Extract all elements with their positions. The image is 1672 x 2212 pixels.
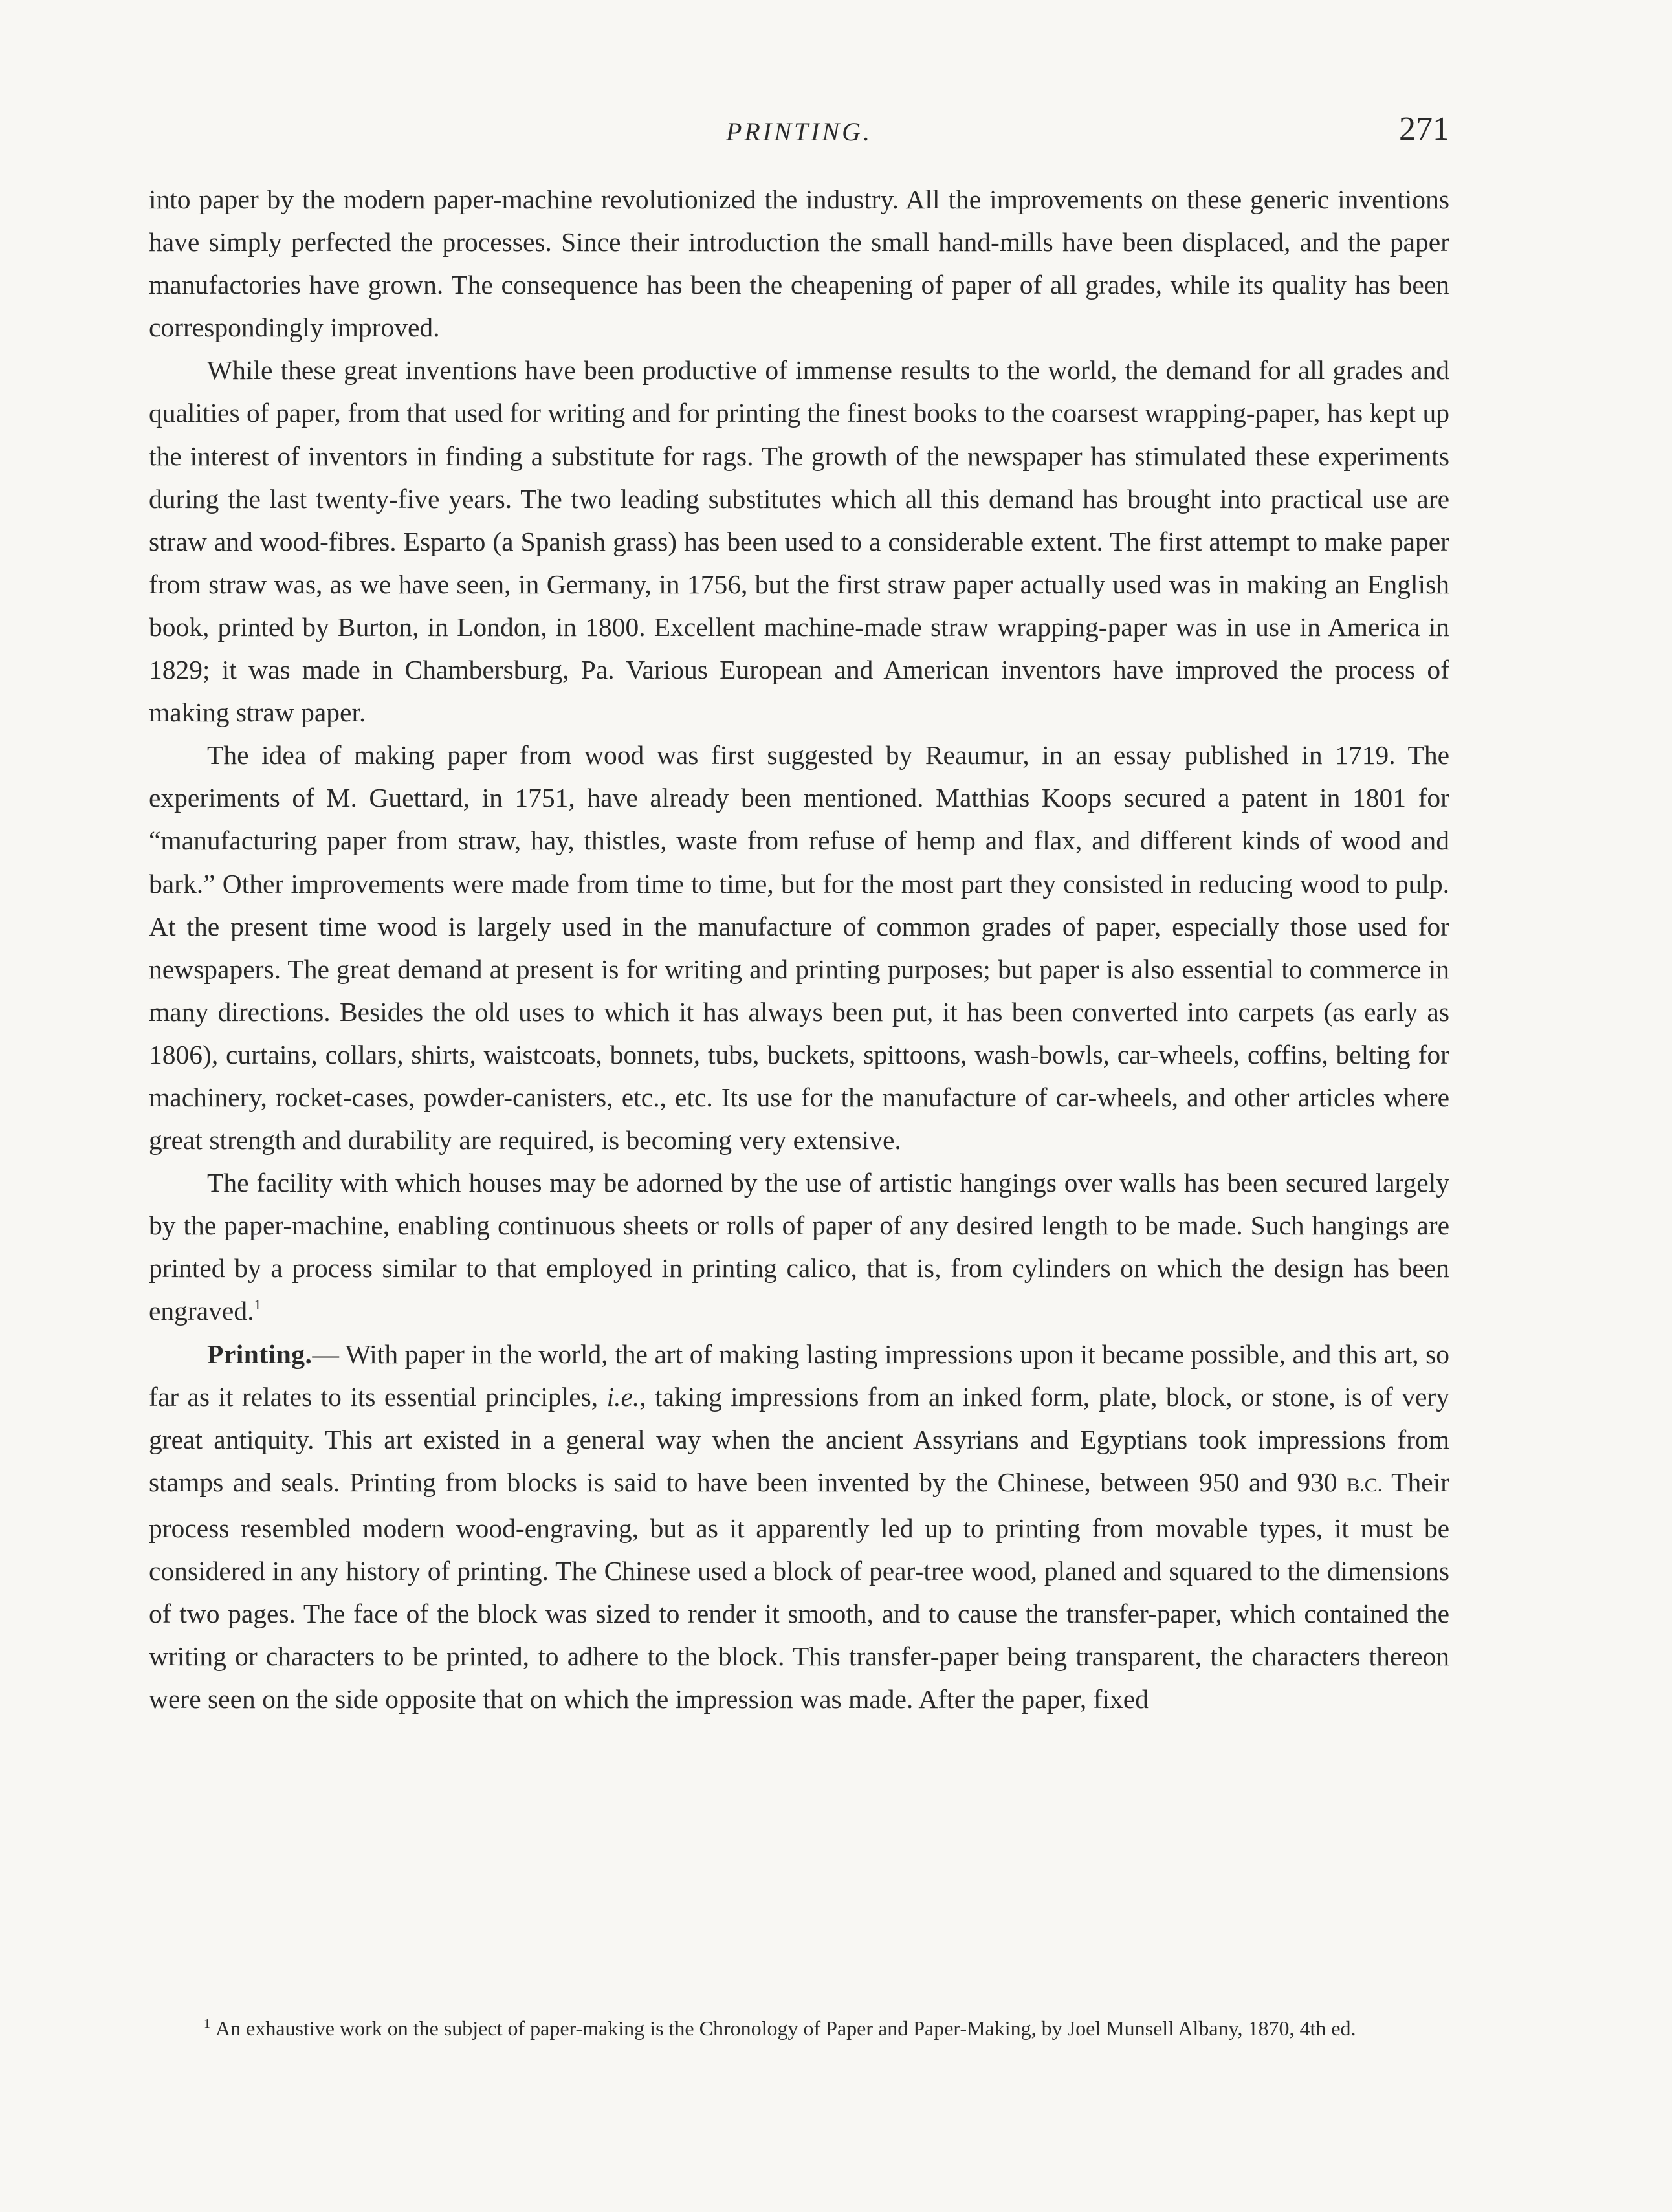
footnote-1	[149, 2012, 1449, 2044]
footnotes	[149, 2012, 1449, 2044]
paragraph-4-text: The facility with which houses may be adorned by the use of artistic hangings over walls has been secured largely by the paper-machine, enabling continuous sheets or rolls of paper of any desired length to be made. Such hangings are printed by a process similar to that employed in printing calico, that is, from cylinders on which the design has been engraved.	[149, 1168, 1449, 1326]
paragraph-5-italic-ie: i.e.	[606, 1381, 640, 1412]
paragraph-2: While these great inventions have been productive of immense results to the world, the demand for all grades and qualities of paper, from that used for writing and for printing the finest books to the coarsest wrapping-paper, has kept up the interest of inventors in finding a substitute for rags. The growth of the newspaper has stimulated these experiments during the last twenty-five years. The two leading substitutes which all this demand has brought into practical use are straw and wood-fibres. Esparto (a Spanish grass) has been used to a considerable extent. The first attempt to make paper from straw was, as we have seen, in Germany, in 1756, but the first straw paper actually used was in making an English book, printed by Burton, in London, in 1800. Excellent machine-made straw wrapping-paper was in use in America in 1829; it was made in Chambersburg, Pa. Various European and American inventors have improved the process of making straw paper.	[149, 355, 1449, 728]
paragraph-4	[149, 1161, 1449, 1332]
footnote-text: An exhaustive work on the subject of paper-making is the Chronology of Paper and Paper-Making, by Joel Munsell Albany, 1870, 4th ed.	[215, 2017, 1356, 2040]
section-heading-printing: Printing.	[207, 1339, 313, 1369]
footnote-reference: 1	[254, 1297, 261, 1313]
paragraph-3: The idea of making paper from wood was first suggested by Reaumur, in an essay published in 1719. The experiments of M. Guettard, in 1751, have already been mentioned. Matthias Koops secured a patent in 1801 for “manufacturing paper from straw, hay, thistles, waste from refuse of hemp and flax, and different kinds of wood and bark.” Other improvements were made from time to time, but for the most part they consisted in reducing wood to pulp. At the present time wood is largely used in the manufacture of common grades of paper, especially those used for newspapers. The great demand at present is for writing and printing purposes; but paper is also essential to commerce in many directions. Besides the old uses to which it has always been put, it has been converted into carpets (as early as 1806), curtains, collars, shirts, waistcoats, bonnets, tubs, buckets, spittoons, wash-bowls, car-wheels, coffins, belting for machinery, rocket-cases, powder-canisters, etc., etc. Its use for the manufacture of car-wheels, and other articles where great strength and durability are required, is becoming very extensive.	[149, 740, 1449, 1155]
paragraph-5-text-2: , taking impressions from an inked form, plate, block, or stone, is of very great antiquity. This art existed in a general way when the ancient Assyrians and Egyptians took impressions from stamps and seals. Printing from blocks is said to have been invented by the Chinese, between 950 and 930	[149, 1381, 1449, 1497]
paragraph-5-era-abbrev: B.C.	[1347, 1474, 1383, 1496]
page-number: 271	[1399, 111, 1449, 148]
body-text	[149, 178, 1449, 1720]
paragraph-1: into paper by the modern paper-machine revolutionized the industry. All the improvements on these generic inventions have simply perfected the processes. Since their introduction the small hand-mills have been displaced, and the paper manufactories have grown. The consequence has been the cheapening of paper of all grades, while its quality has been correspondingly improved.	[149, 184, 1449, 343]
footnote-mark: 1	[204, 2017, 210, 2031]
paragraph-5-text-1: — With paper in the world, the art of making lasting impressions upon it became possible, and this art, so far as it relates to its essential principles,	[149, 1339, 1449, 1412]
page-header	[149, 110, 1449, 155]
paragraph-5	[149, 1333, 1449, 1721]
running-head: PRINTING.	[726, 117, 872, 146]
paragraph-5-text-3: Their process resembled modern wood-engraving, but as it apparently led up to printing from movable types, it must be considered in any history of printing. The Chinese used a block of pear-tree wood, planed and squared to the dimensions of two pages. The face of the block was sized to render it smooth, and to cause the transfer-paper, which contained the writing or characters to be printed, to adhere to the block. This transfer-paper being transparent, the characters thereon were seen on the side opposite that on which the impression was made. After the paper, fixed	[149, 1467, 1449, 1714]
